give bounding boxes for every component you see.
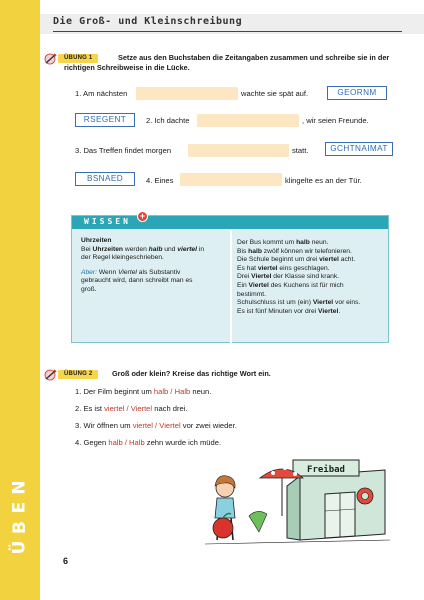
example-line: Die Schule beginnt um drei viertel acht. [237,256,356,264]
example-line: Bis halb zwölf können wir telefonieren. [237,247,352,255]
ex2-choice[interactable]: viertel / Viertel [132,421,181,430]
ex2-choice[interactable]: viertel / Viertel [104,404,153,413]
ex1-item3-letters: GCHTNAIMAT [325,142,393,156]
page-number: 6 [63,556,69,566]
ex1-item3-after: statt. [292,146,309,155]
ex1-item2-before: 2. Ich dachte [146,116,190,125]
side-letter: E [9,501,30,514]
side-label-ueben [8,478,32,570]
ex1-item2-letters: RSEGENT [75,113,135,127]
knowledge-header [72,211,388,229]
ex2-item: 1. Der Film beginnt um halb / Halb neun. [75,387,212,396]
example-line: Der Bus kommt um halb neun. [237,239,329,246]
freibad-sign-text: Freibad [307,465,345,475]
rule-note: Aber: Wenn Viertel als Substantiv [81,268,181,276]
ex1-item3-blank[interactable] [188,144,289,157]
example-line: Ein Viertel des Kuchens ist für mich [237,281,344,289]
side-letter: Ü [9,540,30,555]
knowledge-box [71,211,389,343]
ex1-item4-letters: BSNAED [75,172,135,186]
knowledge-example-column [232,230,388,343]
example-line: Schulschluss ist um (ein) Viertel vor eins. [237,299,361,307]
header-rule [53,31,402,32]
side-color-bar [0,0,40,600]
ex2-choice[interactable]: halb / Halb [108,438,145,447]
ex2-item: 4. Gegen halb / Halb zehn wurde ich müde. [75,438,222,447]
side-letter: N [9,480,30,495]
ex2-item: 3. Wir öffnen um viertel / Viertel vor zwei wieder. [75,421,237,430]
rule-note: gebraucht wird, dann schreibt man es [81,277,193,285]
rule-heading: Uhrzeiten [81,237,112,244]
exercise-pen-icon [44,368,58,382]
exercise2-instruction: Groß oder klein? Kreise das richtige Wort ein. [112,369,271,378]
ex2-item: 2. Es ist viertel / Viertel nach drei. [75,404,188,413]
example-line: Es ist fünf Minuten vor drei Viertel. [237,307,341,315]
ex1-item2-after: , wir seien Freunde. [302,116,369,125]
knowledge-rule-column [72,230,230,343]
ex1-item1-blank[interactable] [136,87,238,100]
ex1-item1-before: 1. Am nächsten [75,89,128,98]
exercise1-badge: ÜBUNG 1 [58,54,98,63]
exercise1-instruction: Setze aus den Buchstaben die Zeitangaben zusammen und schreibe sie in der [118,53,390,62]
page-title: Die Groß- und Kleinschreibung [53,16,243,27]
exercise1-instruction-cont: richtigen Schreibweise in die Lücke. [64,63,190,72]
ex1-item1-after: wachte sie spät auf. [241,89,309,98]
example-line: Drei Viertel der Klasse sind krank. [237,273,340,281]
side-letter: B [9,521,30,534]
plus-icon: + [137,211,148,222]
ex1-item4-blank[interactable] [180,173,282,186]
example-line: bestimmt. [237,290,266,298]
ex1-item1-letters: GEORNM [327,86,387,100]
ex2-choice[interactable]: halb / Halb [153,387,191,396]
ex1-item2-blank[interactable] [197,114,299,127]
example-line: Es hat viertel eins geschlagen. [237,264,330,272]
exercise-pen-icon [44,52,58,66]
exercise2-badge: ÜBUNG 2 [58,370,98,379]
knowledge-title: WISSEN [84,217,131,226]
ex1-item3-before: 3. Das Treffen findet morgen [75,146,172,155]
rule-line: Bei Uhrzeiten werden halb und viertel in [81,245,205,253]
freibad-illustration [205,456,390,556]
ex1-item4-before: 4. Eines [146,176,174,185]
rule-line: der Regel kleingeschrieben. [81,254,164,262]
rule-note: groß. [81,285,97,293]
ex1-item4-after: klingelte es an der Tür. [285,176,362,185]
